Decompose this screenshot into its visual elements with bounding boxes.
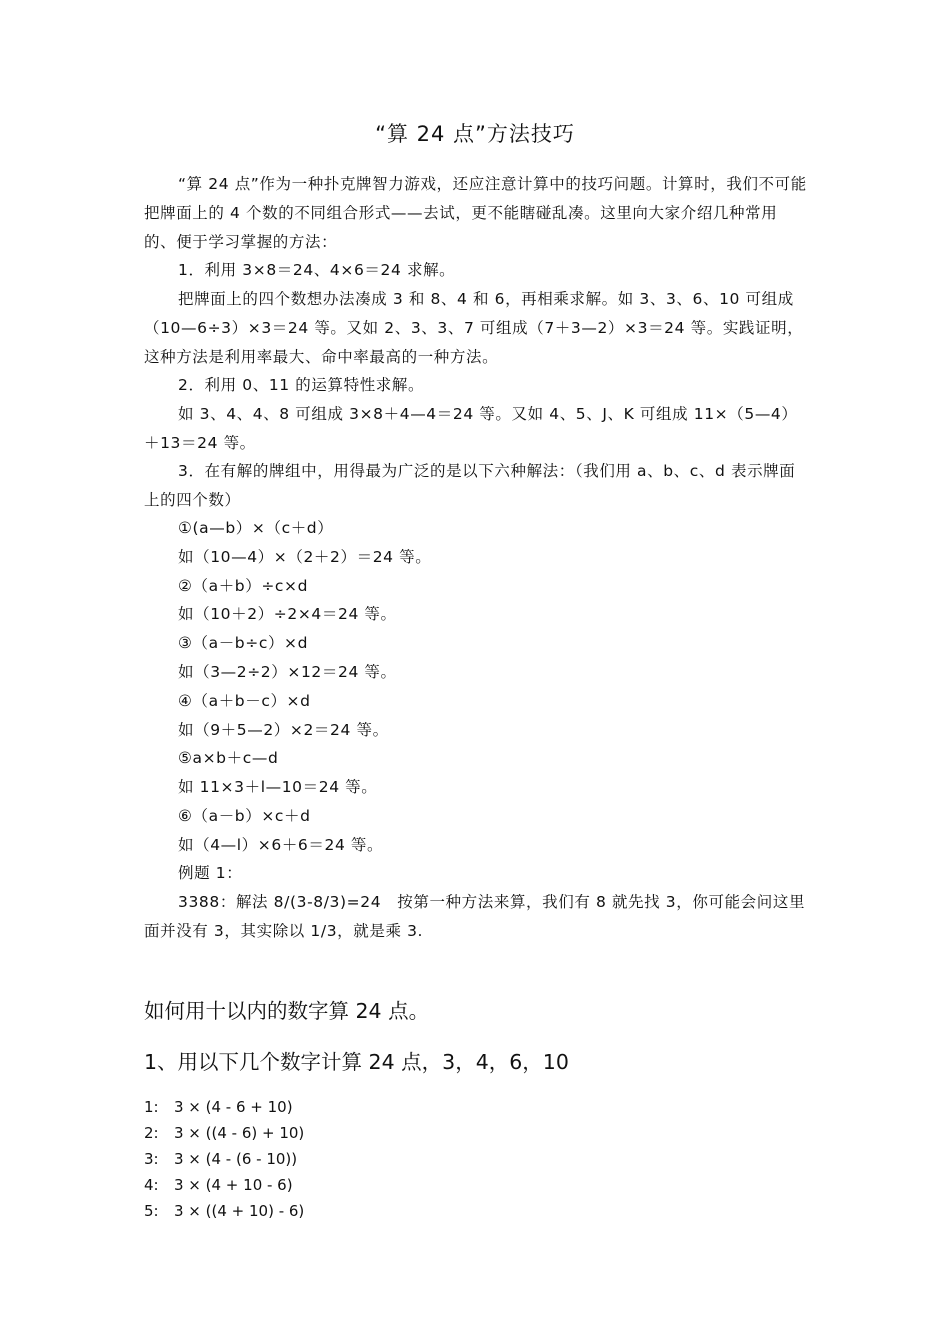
formula-line: 如（9＋5—2）×2＝24 等。 (178, 721, 389, 739)
method2-body: 如 3、4、4、8 可组成 3×8＋4—4＝24 等。又如 4、5、J、K 可组成 11×（5—4）＋13＝24 等。 (144, 405, 798, 452)
method1-body: 把牌面上的四个数想办法凑成 3 和 8、4 和 6，再相乘求解。如 3、3、6、10 可组成（10—6÷3）×3＝24 等。又如 2、3、3、7 可组成（7＋3—2）×3＝24 等。实践证明，这种方法是利用率最大、命中率最高的一种方法。 (144, 290, 804, 366)
solution-number: 4: (144, 1176, 159, 1194)
method3-title: 3．在有解的牌组中，用得最为广泛的是以下六种解法：（我们用 a、b、c、d 表示牌面上的四个数） (144, 462, 796, 509)
solution-line (144, 1120, 304, 1146)
formula-line: 如（3—2÷2）×12＝24 等。 (178, 663, 397, 681)
formula-line: ②（a＋b）÷c×d (178, 577, 309, 595)
solution-number: 3: (144, 1150, 159, 1168)
solution-expression: 3 × ((4 + 10) - 6) (174, 1202, 305, 1220)
formula-line: 如 11×3＋l—10＝24 等。 (178, 778, 378, 796)
example-body: 3388：解法 8/(3-8/3)=24 按第一种方法来算，我们有 8 就先找 3，你可能会问这里面并没有 3，其实除以 1/3，就是乘 3. (144, 893, 806, 940)
solution-expression: 3 × (4 + 10 - 6) (174, 1176, 293, 1194)
solution-number: 5: (144, 1202, 159, 1220)
method1-title: 1．利用 3×8＝24、4×6＝24 求解。 (178, 261, 456, 279)
intro-paragraph: “算 24 点”作为一种扑克牌智力游戏，还应注意计算中的技巧问题。计算时，我们不可能把牌面上的 4 个数的不同组合形式——去试，更不能瞎碰乱凑。这里向大家介绍几种常用的、便于学习掌握的方法： (144, 175, 807, 251)
formula-line: ⑤a×b＋c—d (178, 749, 279, 767)
solution-number: 1: (144, 1098, 159, 1116)
formula-line: ①(a—b）×（c＋d） (178, 519, 334, 537)
section-heading: 如何用十以内的数字算 24 点。 (144, 999, 430, 1023)
solution-line (144, 1094, 293, 1120)
solution-number: 2: (144, 1124, 159, 1142)
method2-title: 2．利用 0、11 的运算特性求解。 (178, 376, 425, 394)
solution-line (144, 1146, 297, 1172)
formula-line: ⑥（a－b）×c＋d (178, 807, 311, 825)
solution-expression: 3 × (4 - 6 + 10) (174, 1098, 293, 1116)
sub-heading: 1、用以下几个数字计算 24 点，3，4，6，10 (144, 1050, 569, 1074)
example-label: 例题 1： (178, 864, 243, 882)
formula-line: ④（a＋b－c）×d (178, 692, 311, 710)
solution-expression: 3 × ((4 - 6) + 10) (174, 1124, 305, 1142)
formula-line: 如（10—4）×（2＋2）＝24 等。 (178, 548, 432, 566)
formula-line: 如（10＋2）÷2×4＝24 等。 (178, 605, 397, 623)
page-title: “算 24 点”方法技巧 (375, 122, 575, 146)
formula-line: ③（a－b÷c）×d (178, 634, 309, 652)
solution-line (144, 1172, 293, 1198)
solution-expression: 3 × (4 - (6 - 10)) (174, 1150, 298, 1168)
solution-line (144, 1198, 304, 1224)
formula-line: 如（4—l）×6＋6＝24 等。 (178, 836, 384, 854)
